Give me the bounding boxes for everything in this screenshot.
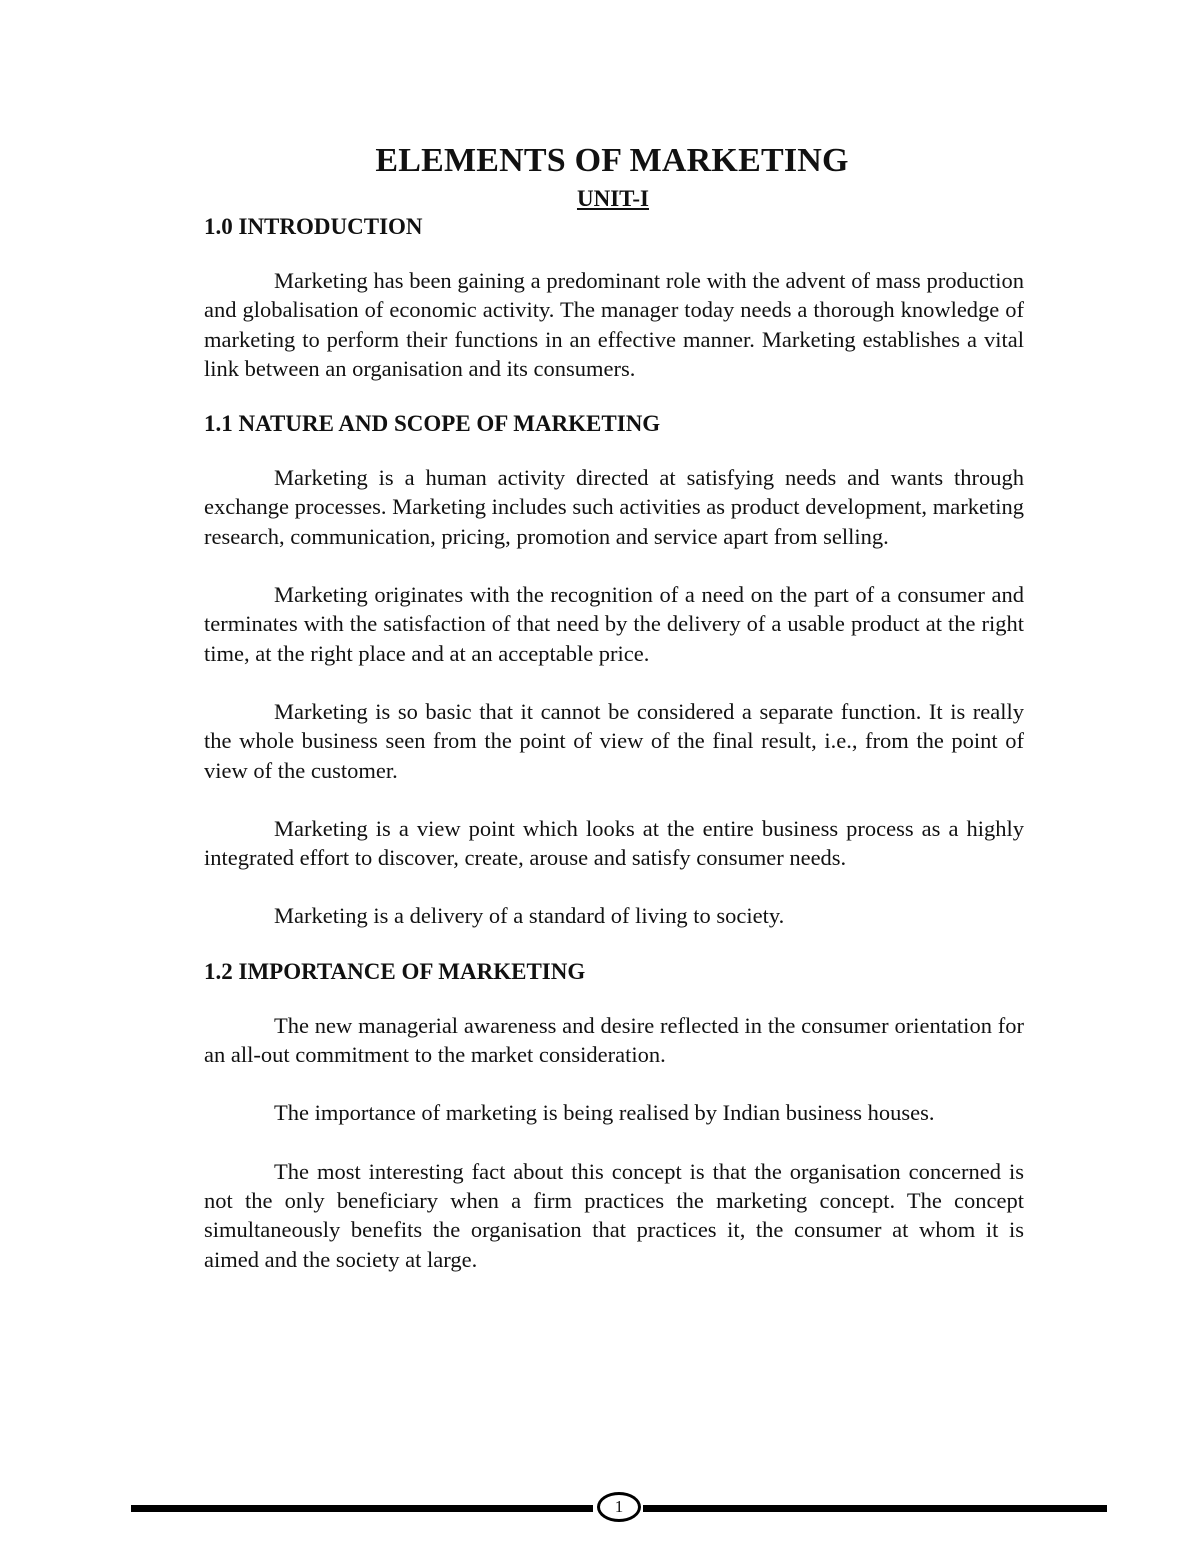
- document-title: ELEMENTS OF MARKETING: [375, 142, 849, 179]
- footer-rule-right: [643, 1505, 1107, 1512]
- paragraph: Marketing is a human activity directed at satisfying needs and wants through exchange processes. Marketing includes such activities as product development, marketing research, communication, pricing, promotion and service apart from selling.: [204, 465, 1024, 549]
- paragraph: Marketing is a view point which looks at the entire business process as a highly integrated effort to discover, create, arouse and satisfy consumer needs.: [204, 815, 1024, 871]
- section-heading: 1.2 IMPORTANCE OF MARKETING: [204, 958, 586, 984]
- paragraph: Marketing has been gaining a predominant role with the advent of mass production and globalisation of economic activity. The manager today needs a thorough knowledge of marketing to perform their functions in an effective manner. Marketing establishes a vital link between an organisation and its consumers.: [204, 268, 1024, 381]
- paragraph: The most interesting fact about this concept is that the organisation concerned is not the only beneficiary when a firm practices the marketing concept. The concept simultaneously benefits the organisation that practices it, the consumer at whom it is aimed and the society at large.: [204, 1158, 1024, 1272]
- paragraph: The new managerial awareness and desire reflected in the consumer orientation for an all-out commitment to the market consideration.: [204, 1012, 1024, 1068]
- unit-label: UNIT-I: [576, 186, 649, 211]
- footer-rule-left: [131, 1505, 593, 1512]
- page-footer: [131, 1492, 1107, 1522]
- paragraph: Marketing is a delivery of a standard of living to society.: [274, 903, 785, 929]
- section-heading: 1.0 INTRODUCTION: [204, 214, 423, 239]
- paragraph: Marketing originates with the recognition of a need on the part of a consumer and terminates with the satisfaction of that need by the delivery of a usable product at the right time, at the right place and at an acceptable price.: [204, 582, 1024, 666]
- page-number: 1: [597, 1492, 641, 1522]
- section-heading: 1.1 NATURE AND SCOPE OF MARKETING: [204, 411, 661, 437]
- paragraph: The importance of marketing is being realised by Indian business houses.: [274, 1100, 935, 1126]
- paragraph: Marketing is so basic that it cannot be considered a separate function. It is really the whole business seen from the point of view of the final result, i.e., from the point of view of the customer.: [204, 698, 1024, 783]
- document-body: [204, 210, 1024, 1274]
